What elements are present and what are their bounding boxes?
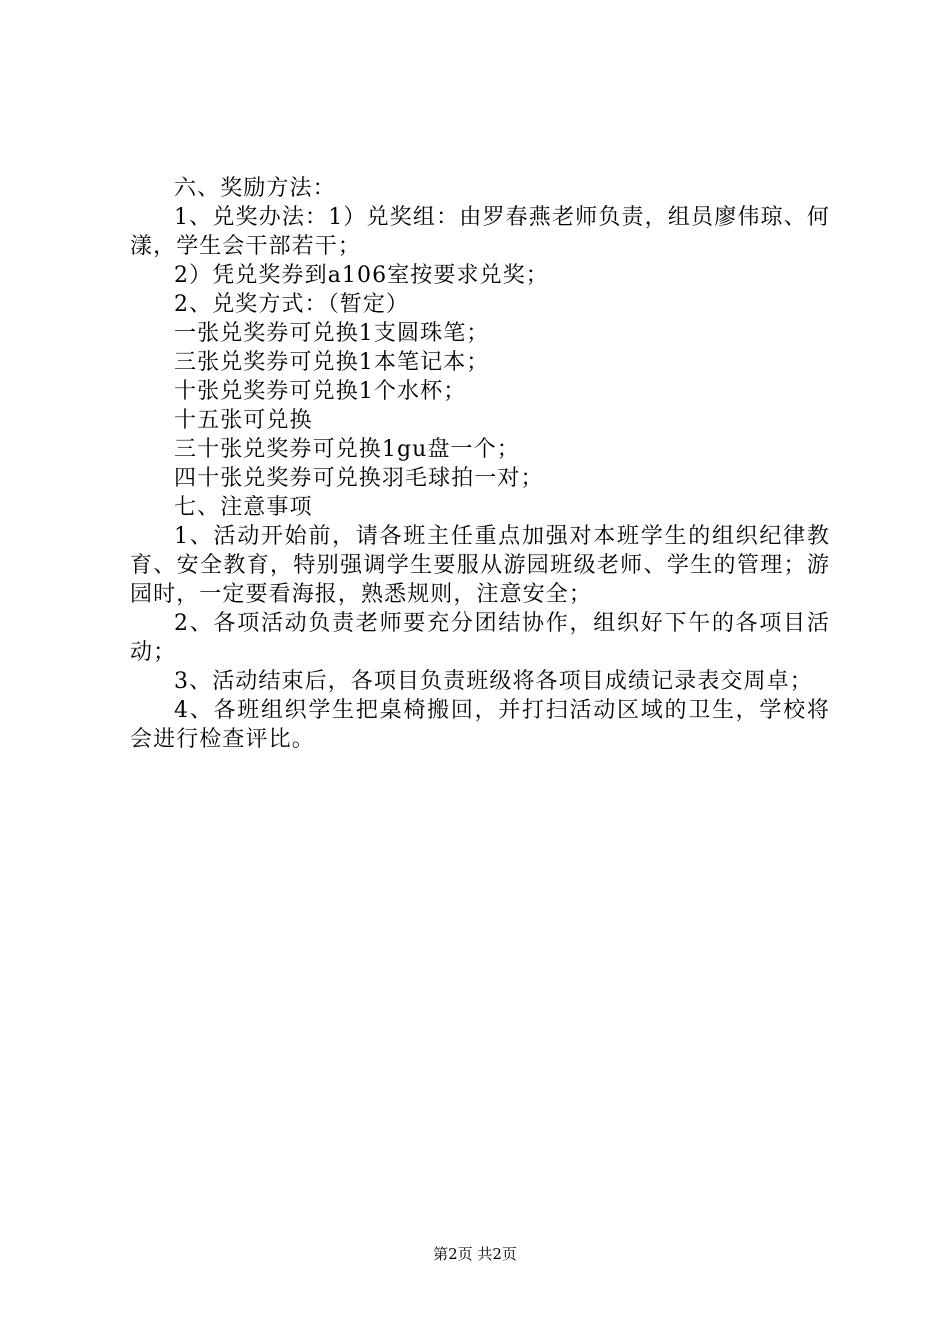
document-body (130, 174, 830, 754)
reward-item: 三张兑奖券可兑换1本笔记本； (174, 350, 490, 375)
note-item: 4、各班组织学生把桌椅搬回，并打扫活动区域的卫生，学校将会进行检查评比。 (130, 698, 830, 752)
note-item: 2、各项活动负责老师要充分团结协作，组织好下午的各项目活动； (130, 611, 830, 665)
reward-item: 一张兑奖券可兑换1支圆珠笔； (174, 321, 490, 346)
paragraph-redeem-location: 2）凭兑奖券到a106室按要求兑奖； (174, 263, 549, 288)
paragraph-redeem-method: 1、兑奖办法：1）兑奖组：由罗春燕老师负责，组员廖伟琼、何漾，学生会干部若干； (130, 205, 830, 259)
heading-rewards: 六、奖励方法： (174, 176, 336, 201)
reward-item: 十五张可兑换 (174, 408, 313, 433)
note-item: 3、活动结束后，各项目负责班级将各项目成绩记录表交周卓； (174, 669, 813, 694)
note-item: 1、活动开始前，请各班主任重点加强对本班学生的组织纪律教育、安全教育，特别强调学生要服从游园班级老师、学生的管理；游园时，一定要看海报，熟悉规则，注意安全； (130, 524, 830, 607)
heading-notes: 七、注意事项 (174, 495, 313, 520)
page-number-footer: 第2页 共2页 (433, 1245, 517, 1263)
paragraph-redeem-way: 2、兑奖方式：（暂定） (174, 292, 410, 317)
reward-item: 十张兑奖券可兑换1个水杯； (174, 379, 467, 404)
reward-item: 四十张兑奖券可兑换羽毛球拍一对； (174, 466, 544, 491)
reward-item: 三十张兑奖券可兑换1gu盘一个； (174, 437, 520, 462)
